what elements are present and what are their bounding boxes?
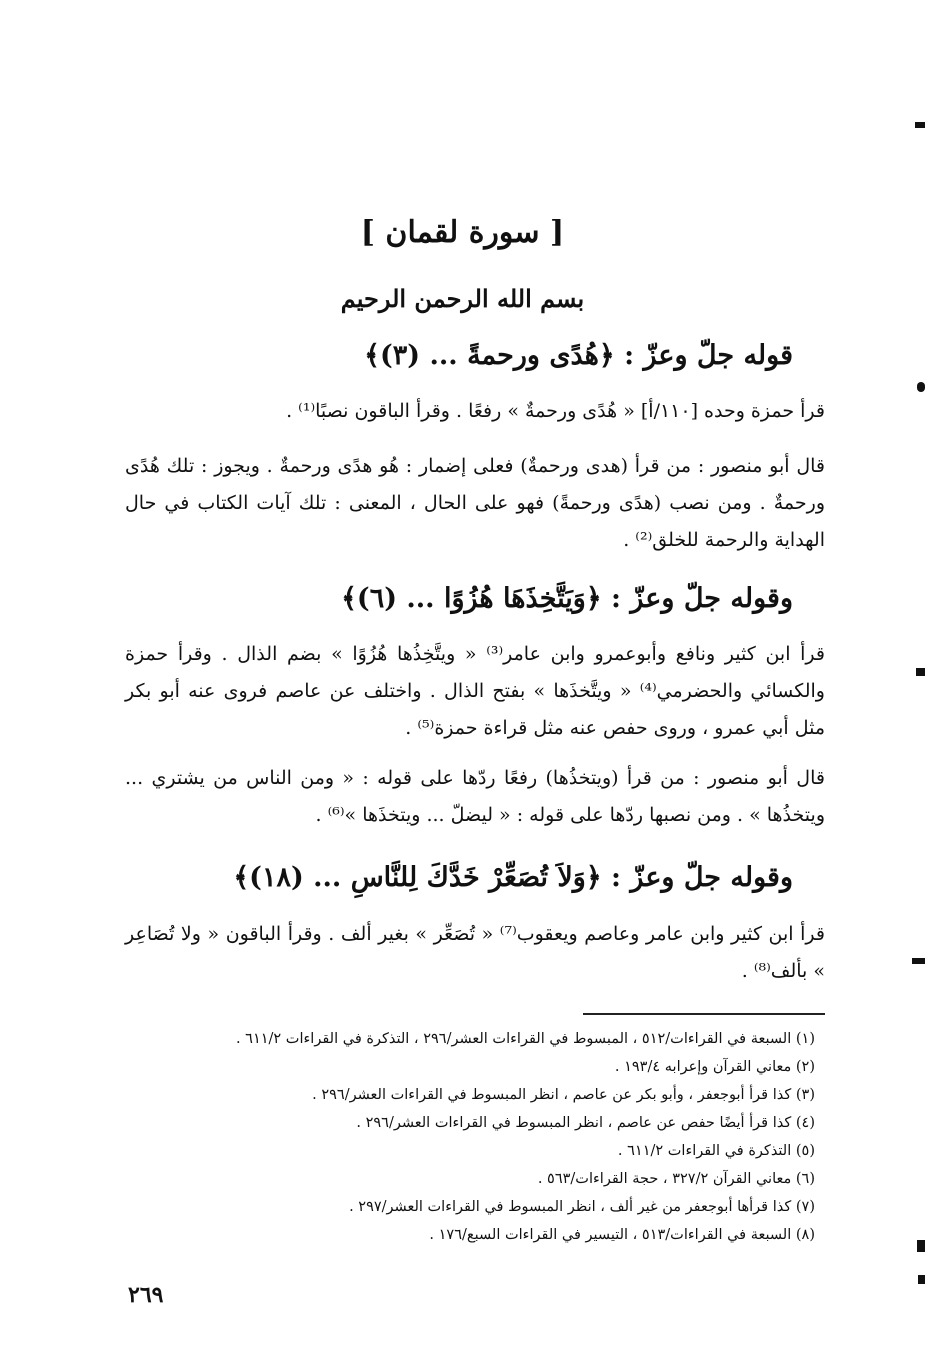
- scan-mark: [916, 668, 925, 676]
- paragraph: قرأ حمزة وحده [١١٠/أ] « هُدًى ورحمةٌ » رفعًا . وقرأ الباقون نصبًا⁽¹⁾ .: [286, 400, 825, 422]
- footnote: (٧) كذا قرأها أبوجعفر من غير ألف ، انظر المبسوط في القراءات العشر/٢٩٧ .: [349, 1199, 815, 1215]
- scan-mark: [912, 958, 925, 964]
- scan-mark: [917, 1240, 925, 1252]
- scan-mark: [918, 1275, 925, 1284]
- scan-mark: [915, 122, 925, 128]
- footnote: (١) السبعة في القراءات/٥١٢ ، المبسوط في القراءات العشر/٢٩٦ ، التذكرة في القراءات ٦١١/٢ .: [235, 1031, 815, 1047]
- basmala: بسم الله الرحمن الرحيم: [340, 284, 585, 313]
- verse-heading: وقوله جلّ وعزّ : ﴿وَلاَ تُصَعِّرْ خَدَّكَ لِلنَّاسِ ... (١٨)﴾: [233, 862, 793, 893]
- footnote-rule: [583, 1013, 825, 1015]
- commentary-paragraph: قال أبو منصور : من قرأ (ويتخذُها) رفعًا ردّها على قوله : « ومن الناس من يشتري ... ويتخذُها » . ومن نصبها ردّها على قوله : « ليضلّ ... ويتخذَها »⁽⁶⁾ .: [125, 767, 825, 826]
- footnote: (٢) معاني القرآن وإعرابه ١٩٣/٤ .: [614, 1059, 815, 1075]
- surah-title: [ سورة لقمان ]: [360, 215, 565, 250]
- page-number: ٢٦٩: [128, 1282, 164, 1308]
- paragraph: قرأ ابن كثير ونافع وأبوعمرو وابن عامر⁽³⁾ « ويتَّخِذُها هُزُوًا » بضم الذال . وقرأ حمزة والكسائي والحضرمي⁽⁴⁾ « ويتَّخذَها » بفتح الذال . واختلف عن عاصم فروى عنه أبو بكر مثل أبي عمرو ، وروى حفص عنه مثل قراءة حمزة⁽⁵⁾ .: [125, 643, 825, 739]
- footnote: (٨) السبعة في القراءات/٥١٣ ، التيسير في القراءات السبع/١٧٦ .: [429, 1227, 815, 1243]
- paragraph: قرأ ابن كثير وابن عامر وعاصم ويعقوب⁽⁷⁾ « تُصَعِّر » بغير ألف . وقرأ الباقون « ولا تُصَاعِر » بألف⁽⁸⁾ .: [125, 923, 825, 982]
- footnote: (٥) التذكرة في القراءات ٦١١/٢ .: [617, 1143, 815, 1159]
- commentary-paragraph: قال أبو منصور : من قرأ (هدى ورحمةٌ) فعلى إضمار : هُو هدًى ورحمةٌ . ويجوز : تلك هُدًى ورحمةٌ . ومن نصب (هدًى ورحمةً) فهو على الحال ، المعنى : تلك آيات الكتاب في حال الهداية والرحمة للخلق⁽²⁾ .: [125, 455, 825, 551]
- verse-heading: قوله جلّ وعزّ : ﴿هُدًى ورحمةً ... (٣)﴾: [364, 340, 793, 371]
- footnote: (٣) كذا قرأ أبوجعفر ، وأبو بكر عن عاصم ، انظر المبسوط في القراءات العشر/٢٩٦ .: [312, 1087, 815, 1103]
- scan-mark: [917, 382, 925, 392]
- verse-heading: وقوله جلّ وعزّ : ﴿وَيَتَّخِذَهَا هُزُوًا ... (٦)﴾: [341, 583, 793, 614]
- footnote: (٤) كذا قرأ أيضًا حفص عن عاصم ، انظر المبسوط في القراءات العشر/٢٩٦ .: [356, 1115, 815, 1131]
- footnote: (٦) معاني القرآن ٣٢٧/٢ ، حجة القراءات/٥٦٣ .: [537, 1171, 815, 1187]
